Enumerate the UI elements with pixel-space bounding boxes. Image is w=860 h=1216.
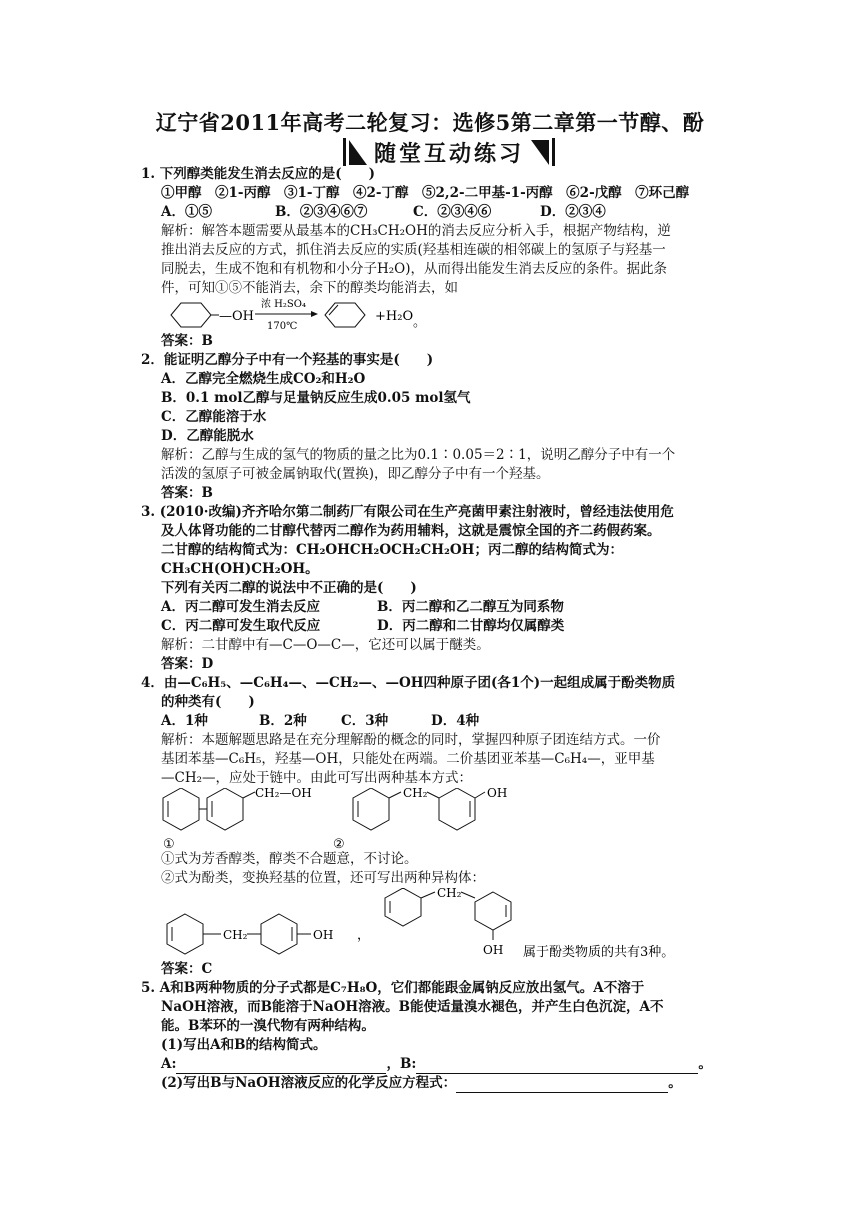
q1-rxn-water: +H₂O xyxy=(375,309,414,324)
banner-title: 随堂互动练习 xyxy=(373,141,524,167)
q5-stem-line3: 能。B苯环的一溴代物有两种结构。 xyxy=(161,1018,375,1034)
q3-stem-line1: 3. (2010·改编)齐齐哈尔第二制药厂有限公司在生产亮菌甲素注射液时，曾经违法使用危 xyxy=(141,504,674,520)
q1-rxn-condition-top: 浓 H₂SO₄ xyxy=(261,299,306,310)
q1-analysis-line3: 同脱去，生成不饱和有机物和小分子H₂O)，从而得出能发生消去反应的条件。据此条 xyxy=(161,261,668,277)
para-phenol-structure xyxy=(167,914,333,954)
q1-options xyxy=(141,203,741,222)
q1-rxn-condition-bottom: 170℃ xyxy=(267,321,298,332)
q5-a-blank[interactable] xyxy=(176,1059,386,1074)
q5-end2: 。 xyxy=(668,1075,682,1091)
q4-s3-oh: OH xyxy=(313,928,334,942)
q1-analysis-line1: 解析：解答本题需要从最基本的CH₃CH₂OH的消去反应分析入手，根据产物结构，逆 xyxy=(161,223,671,239)
q3-stem-line5: 下列有关丙二醇的说法中不正确的是( ) xyxy=(161,580,417,596)
q5-stem-line2: NaOH溶液，而B能溶于NaOH溶液。B能使适量溴水褪色，并产生白色沉淀，A不 xyxy=(161,999,664,1015)
q4-analysis-line1: 解析：本题解题思路是在充分理解酚的概念的同时，掌握四种原子团连结方式。一价 xyxy=(161,732,661,748)
q2-option-d: D．乙醇能脱水 xyxy=(161,428,254,444)
q5-end1: 。 xyxy=(698,1056,712,1072)
exercise-list xyxy=(141,165,741,1093)
q1-answer: 答案：B xyxy=(161,333,213,349)
q4-structures-1-2 xyxy=(161,788,541,850)
q5-stem-line1: 5. A和B两种物质的分子式都是C₇H₈O，它们都能跟金属钠反应放出氢气。A不溶于 xyxy=(141,980,645,996)
q4-analysis-line2: 基团苯基—C₆H₅，羟基—OH，只能处在两端。二价基团亚苯基—C₆H₄—，亚甲基 xyxy=(161,751,655,767)
q4-s3-ch2: CH₂ xyxy=(223,928,248,942)
phenol-structure xyxy=(353,788,507,830)
q5-sub2: (2)写出B与NaOH溶液反应的化学反应方程式： xyxy=(161,1075,457,1091)
q4-option-a: A．1种 xyxy=(161,713,208,729)
q3-stem-line3: 二甘醇的结构简式为：CH₂OHCH₂OCH₂CH₂OH；丙二醇的结构简式为： xyxy=(161,542,623,558)
q3-option-b: B．丙二醇和乙二醇互为同系物 xyxy=(377,599,564,615)
q3-options-row2 xyxy=(141,617,741,636)
q3-option-a: A．丙二醇可发生消去反应 xyxy=(161,599,320,615)
q3-stem-line4: CH₃CH(OH)CH₂OH。 xyxy=(161,561,319,577)
q3-option-d: D．丙二醇和二甘醇均仅属醇类 xyxy=(377,618,565,634)
q1-analysis-line4: 件，可知①⑤不能消去，余下的醇类均能消去，如 xyxy=(161,280,458,296)
q5-a-label: A: xyxy=(161,1056,177,1072)
q4-analysis-line3: —CH₂—，应处于链中。由此可写出两种基本方式： xyxy=(161,770,473,786)
q1-stem: 1. 下列醇类能发生消去反应的是( ) xyxy=(141,166,376,182)
q4-structures-3-4 xyxy=(161,888,741,960)
q5-sub1: (1)写出A和B的结构简式。 xyxy=(161,1037,327,1053)
q1-option-d: D．②③④ xyxy=(540,204,606,220)
q4-note-line1: ①式为芳香醇类，醇类不合题意，不讨论。 xyxy=(161,851,418,867)
q4-s4-oh: OH xyxy=(483,943,504,957)
q4-conclusion: 属于酚类物质的共有3种。 xyxy=(523,945,675,960)
q5-equation-blank[interactable] xyxy=(456,1078,668,1093)
q1-analysis-line2: 推出消去反应的方式，抓住消去反应的实质(羟基相连碳的相邻碳上的氢原子与羟基一 xyxy=(161,242,666,258)
q4-options xyxy=(141,712,741,731)
q2-option-b: B．0.1 mol乙醇与足量钠反应生成0.05 mol氢气 xyxy=(161,390,471,406)
q3-answer: 答案：D xyxy=(161,656,214,672)
banner-right-ornament-icon xyxy=(530,137,556,167)
question-5 xyxy=(141,979,741,1093)
q4-s2-ch2: CH₂ xyxy=(403,788,428,800)
q3-option-c: C．丙二醇可发生取代反应 xyxy=(161,618,321,634)
q2-analysis-line1: 解析：乙醇与生成的氢气的物质的量之比为0.1∶0.05＝2∶1，说明乙醇分子中有一个 xyxy=(161,447,676,463)
q1-rxn-end: 。 xyxy=(413,315,427,330)
q2-option-a: A．乙醇完全燃烧生成CO₂和H₂O xyxy=(161,371,366,387)
q3-analysis: 解析：二甘醇中有—C—O—C—，它还可以属于醚类。 xyxy=(161,637,490,653)
q4-note-line2: ②式为酚类，变换羟基的位置，还可写出两种异构体： xyxy=(161,870,485,886)
biphenyl-structure xyxy=(163,788,312,830)
q4-option-c: C．3种 xyxy=(341,713,389,729)
q3-options-row1 xyxy=(141,598,741,617)
q4-option-b: B．2种 xyxy=(259,713,307,729)
q4-marker-2: ② xyxy=(333,837,345,850)
question-4 xyxy=(141,674,741,979)
q4-stem-line1: 4．由—C₆H₅、—C₆H₄—、—CH₂—、—OH四种原子团(各1个)一起组成属于酚类物质 xyxy=(141,675,676,691)
q4-structures-comma: ， xyxy=(357,928,371,943)
q1-option-b: B．②③④⑥⑦ xyxy=(275,204,368,220)
q1-option-c: C．②③④⑥ xyxy=(413,204,492,220)
q1-option-a: A．①⑤ xyxy=(161,204,212,220)
q1-rxn-oh: —OH xyxy=(219,309,254,324)
q1-reaction-diagram xyxy=(161,298,461,332)
q4-s2-oh: OH xyxy=(487,788,508,800)
q4-s4-ch2: CH₂ xyxy=(437,888,462,900)
banner-left-ornament-icon xyxy=(342,137,368,167)
q5-b-label: ，B: xyxy=(386,1056,417,1072)
q4-s1-label: CH₂—OH xyxy=(255,788,312,800)
q2-analysis-line2: 活泼的氢原子可被金属钠取代(置换)，即乙醇分子中有一个羟基。 xyxy=(161,466,550,482)
q4-answer: 答案：C xyxy=(161,961,213,977)
q5-answer-line-1 xyxy=(141,1055,741,1074)
q2-answer: 答案：B xyxy=(161,485,213,501)
section-banner xyxy=(338,136,560,168)
reaction-arrow-icon xyxy=(311,311,318,317)
q4-option-d: D．4种 xyxy=(431,713,480,729)
q5-answer-line-2 xyxy=(141,1074,741,1093)
q4-stem-line2: 的种类有( ) xyxy=(161,694,255,710)
q2-option-c: C．乙醇能溶于水 xyxy=(161,409,267,425)
q5-b-blank[interactable] xyxy=(416,1059,698,1074)
page-title: 辽宁省2011年高考二轮复习：选修5第二章第一节醇、酚 xyxy=(155,110,705,135)
question-3 xyxy=(141,503,741,674)
q2-stem: 2．能证明乙醇分子中有一个羟基的事实是( ) xyxy=(141,352,434,368)
question-1 xyxy=(141,165,741,351)
question-2 xyxy=(141,351,741,503)
q3-stem-line2: 及人体肾功能的二甘醇代替丙二醇作为药用辅料，这就是震惊全国的齐二药假药案。 xyxy=(161,523,661,539)
q1-items: ①甲醇 ②1-丙醇 ③1-丁醇 ④2-丁醇 ⑤2,2-二甲基-1-丙醇 ⑥2-戊醇 ⑦环己醇 xyxy=(161,185,690,201)
ortho-phenol-structure xyxy=(385,888,511,957)
q4-marker-1: ① xyxy=(163,837,175,850)
